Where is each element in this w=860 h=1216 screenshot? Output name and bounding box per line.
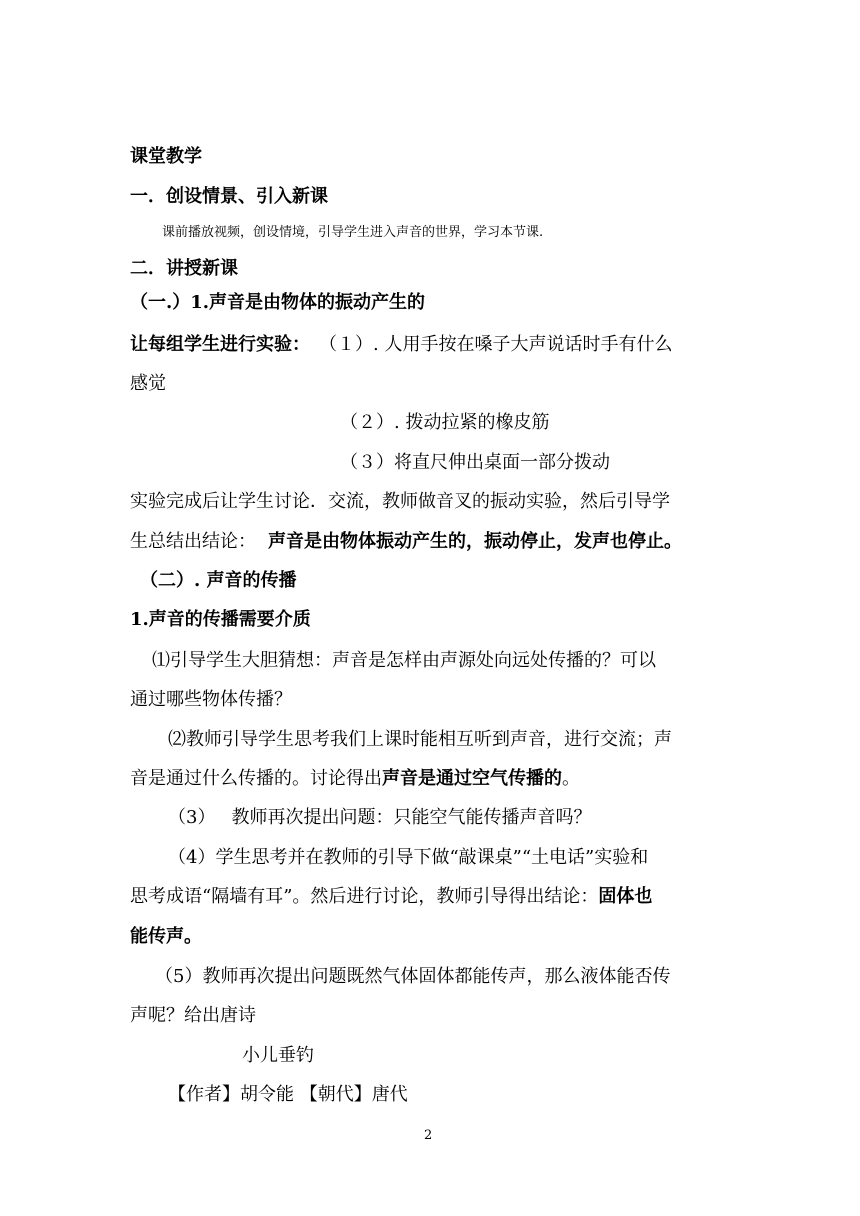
question2-line-2: [130, 768, 580, 790]
question2-answer: 声音是通过空气传播的: [382, 768, 562, 789]
conclusion-prefix: 生总结出结论：: [130, 531, 256, 552]
experiment-3: （３）将直尺伸出桌面一部分拨动: [340, 452, 610, 473]
conclusion-line-1: 实验完成后让学生讨论．交流，教师做音叉的振动实验，然后引导学: [130, 491, 670, 512]
question3-label: （3）: [168, 807, 216, 828]
question4-answer-part1: 固体也: [598, 886, 653, 907]
heading-classroom-teaching: 课堂教学: [130, 146, 202, 167]
question4-answer-part2: 能传声。: [130, 926, 202, 947]
question5-line-1: （5）教师再次提出问题既然气体固体都能传声，那么液体能否传: [155, 966, 671, 987]
conclusion-statement: 声音是由物体振动产生的，振动停止，发声也停止。: [268, 531, 682, 552]
question3-line: [168, 807, 591, 829]
question5-line-2: 声呢？给出唐诗: [130, 1005, 256, 1026]
question2-end: 。: [562, 768, 580, 789]
question3-text: 教师再次提出问题：只能空气能传播声音吗？: [231, 807, 592, 828]
question4-line-3: [130, 926, 202, 948]
poem-meta: 【作者】胡令能 【朝代】唐代: [168, 1084, 408, 1105]
question4-line-2: [130, 886, 652, 908]
experiment-1-text: （１）. 人用手按在嗓子大声说话时手有什么: [328, 334, 673, 355]
question1-line-1: ⑴引导学生大胆猜想：声音是怎样由声源处向远处传播的？可以: [152, 650, 656, 671]
experiment-intro-line: [130, 334, 672, 356]
question4-prefix: 思考成语“隔墙有耳”。然后进行讨论，教师引导得出结论：: [130, 886, 599, 907]
section1-title: 一．创设情景、引入新课: [130, 186, 328, 207]
experiment-2: （２）. 拨动拉紧的橡皮筋: [340, 412, 550, 433]
conclusion-line-2: [130, 531, 682, 553]
subsection1-title: （一.）1.声音是由物体的振动产生的: [130, 292, 426, 313]
point1-title: 1.声音的传播需要介质: [130, 609, 311, 630]
subsection2-title: （二）. 声音的传播: [140, 570, 297, 591]
experiment-intro-label: 让每组学生进行实验：: [130, 334, 310, 355]
section1-text: 课前播放视频，创设情境，引导学生进入声音的世界，学习本节课.: [162, 225, 544, 240]
page-number: 2: [424, 1128, 433, 1143]
question2-prefix: 音是通过什么传播的。讨论得出: [130, 768, 382, 789]
poem-title: 小儿垂钓: [242, 1045, 314, 1066]
question1-line-2: 通过哪些物体传播？: [130, 689, 292, 710]
question2-line-1: ⑵教师引导学生思考我们上课时能相互听到声音，进行交流；声: [168, 729, 672, 750]
experiment-1-continuation: 感觉: [130, 373, 166, 394]
question4-line-1: （4）学生思考并在教师的引导下做“敲课桌”“土电话”实验和: [168, 847, 649, 868]
section2-title: 二．讲授新课: [130, 258, 238, 279]
